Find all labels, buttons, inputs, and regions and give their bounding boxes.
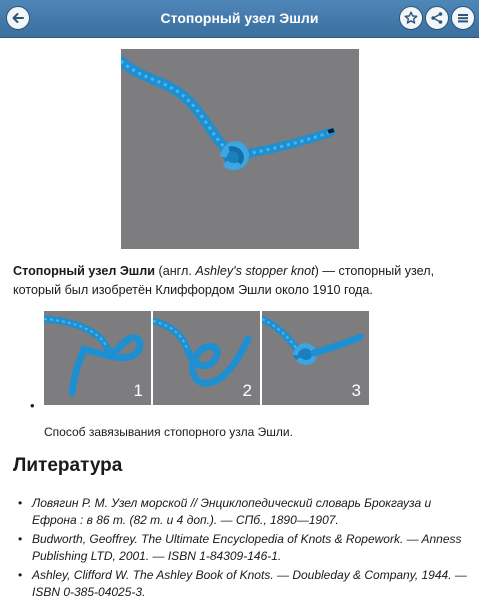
back-arrow-icon	[11, 11, 25, 25]
knot-illustration	[121, 49, 359, 249]
step-panel-3	[262, 311, 369, 405]
intro-paragraph	[13, 262, 468, 300]
top-app-bar	[0, 0, 479, 38]
favorite-button[interactable]	[399, 6, 423, 30]
knot-photo	[121, 49, 359, 249]
menu-icon	[456, 11, 470, 25]
tying-steps-image	[44, 311, 371, 405]
share-button[interactable]	[425, 6, 449, 30]
page-title: Стопорный узел Эшли	[160, 10, 319, 26]
step-number-3: 3	[351, 381, 361, 400]
reference-item[interactable]: • Budworth, Geoffrey. The Ultimate Encyclopedia of Knots & Ropework. — Anness Publishing LTD, 2001. — ISBN 1-84309-146-1.	[18, 531, 473, 564]
intro-open: (англ.	[155, 264, 196, 278]
knot-term-english: Ashley's stopper knot	[195, 264, 315, 278]
step-number-2: 2	[242, 381, 252, 400]
menu-button[interactable]	[451, 6, 475, 30]
share-icon	[430, 11, 444, 25]
reference-item[interactable]: • Ловягин Р. М. Узел морской // Энциклопедический словарь Брокгауза и Ефрона : в 86 т. (82 т. и 4 доп.). — СПб., 1890—1907.	[18, 495, 473, 528]
step-number-1: 1	[133, 381, 143, 400]
literature-heading: Литература	[13, 455, 123, 476]
list-bullet: •	[30, 398, 35, 413]
references-list	[18, 495, 473, 603]
reference-item[interactable]: • Ashley, Clifford W. The Ashley Book of Knots. — Doubleday & Company, 1944. — ISBN 0-385-04025-3.	[18, 567, 473, 600]
steps-caption: Способ завязывания стопорного узла Эшли.	[44, 425, 293, 439]
step-panel-2	[153, 311, 260, 405]
step-panel-1	[44, 311, 151, 405]
back-button[interactable]	[6, 6, 30, 30]
star-icon	[404, 11, 418, 25]
intro-close: ) — стопорный узел, который был изобретён Клиффордом Эшли около 1910 года.	[13, 264, 435, 297]
knot-term: Стопорный узел Эшли	[13, 264, 156, 278]
